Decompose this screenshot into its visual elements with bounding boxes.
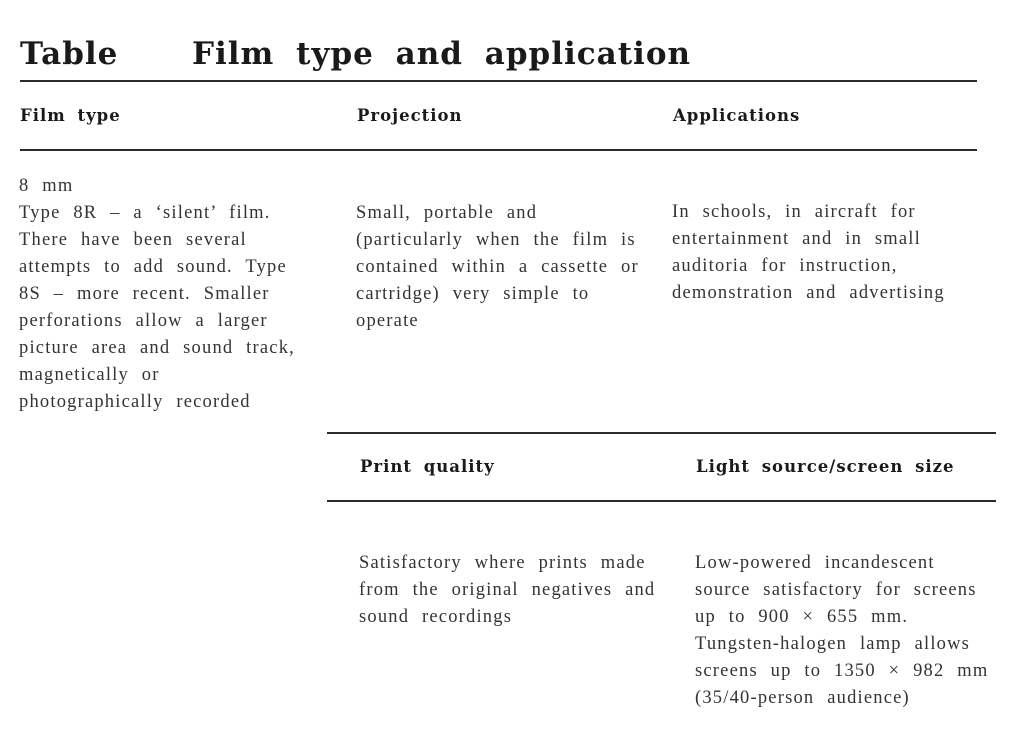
title-rule [20, 80, 977, 82]
cell-line: cartridge) very simple to [356, 284, 590, 304]
subheader-top-rule [327, 432, 996, 434]
cell-line: There have been several [19, 230, 247, 250]
cell-line: Satisfactory where prints made [359, 553, 646, 573]
cell-line: screens up to 1350 × 982 mm [695, 661, 989, 681]
cell-line: (35/40-person audience) [695, 688, 910, 708]
cell-line: auditoria for instruction, [672, 256, 898, 276]
header-applications: Applications [673, 106, 801, 125]
cell-line: source satisfactory for screens [695, 580, 977, 600]
cell-line: contained within a cassette or [356, 257, 639, 277]
header-projection: Projection [357, 106, 463, 125]
cell-applications [672, 199, 945, 307]
cell-line: 8S – more recent. Smaller [19, 284, 270, 304]
header-light-source: Light source/screen size [696, 457, 955, 476]
cell-line: magnetically or [19, 365, 160, 385]
cell-line: In schools, in aircraft for [672, 202, 916, 222]
cell-line: (particularly when the film is [356, 230, 636, 250]
cell-line: perforations allow a larger [19, 311, 268, 331]
cell-line: photographically recorded [19, 392, 251, 412]
cell-line: demonstration and advertising [672, 283, 945, 303]
cell-line: from the original negatives and [359, 580, 656, 600]
cell-projection [356, 200, 639, 335]
cell-light-source [695, 550, 988, 712]
cell-line: sound recordings [359, 607, 513, 627]
cell-line: Low-powered incandescent [695, 553, 935, 573]
cell-line: entertainment and in small [672, 229, 921, 249]
cell-line: Tungsten-halogen lamp allows [695, 634, 971, 654]
cell-line: attempts to add sound. Type [19, 257, 287, 277]
cell-line: Small, portable and [356, 203, 538, 223]
cell-line: operate [356, 311, 419, 331]
cell-line: 8 mm [19, 176, 74, 196]
cell-line: up to 900 × 655 mm. [695, 607, 909, 627]
subheader-bottom-rule [327, 500, 996, 502]
header-film-type: Film type [20, 106, 121, 125]
header-rule [20, 149, 977, 151]
header-print-quality: Print quality [360, 457, 495, 476]
cell-print-quality [359, 550, 655, 631]
table-label: Table [20, 36, 119, 72]
cell-film-type [19, 173, 295, 416]
table-title [20, 36, 691, 72]
cell-line: picture area and sound track, [19, 338, 295, 358]
cell-line: Type 8R – a ‘silent’ film. [19, 203, 271, 223]
table-title-text: Film type and application [192, 36, 692, 72]
